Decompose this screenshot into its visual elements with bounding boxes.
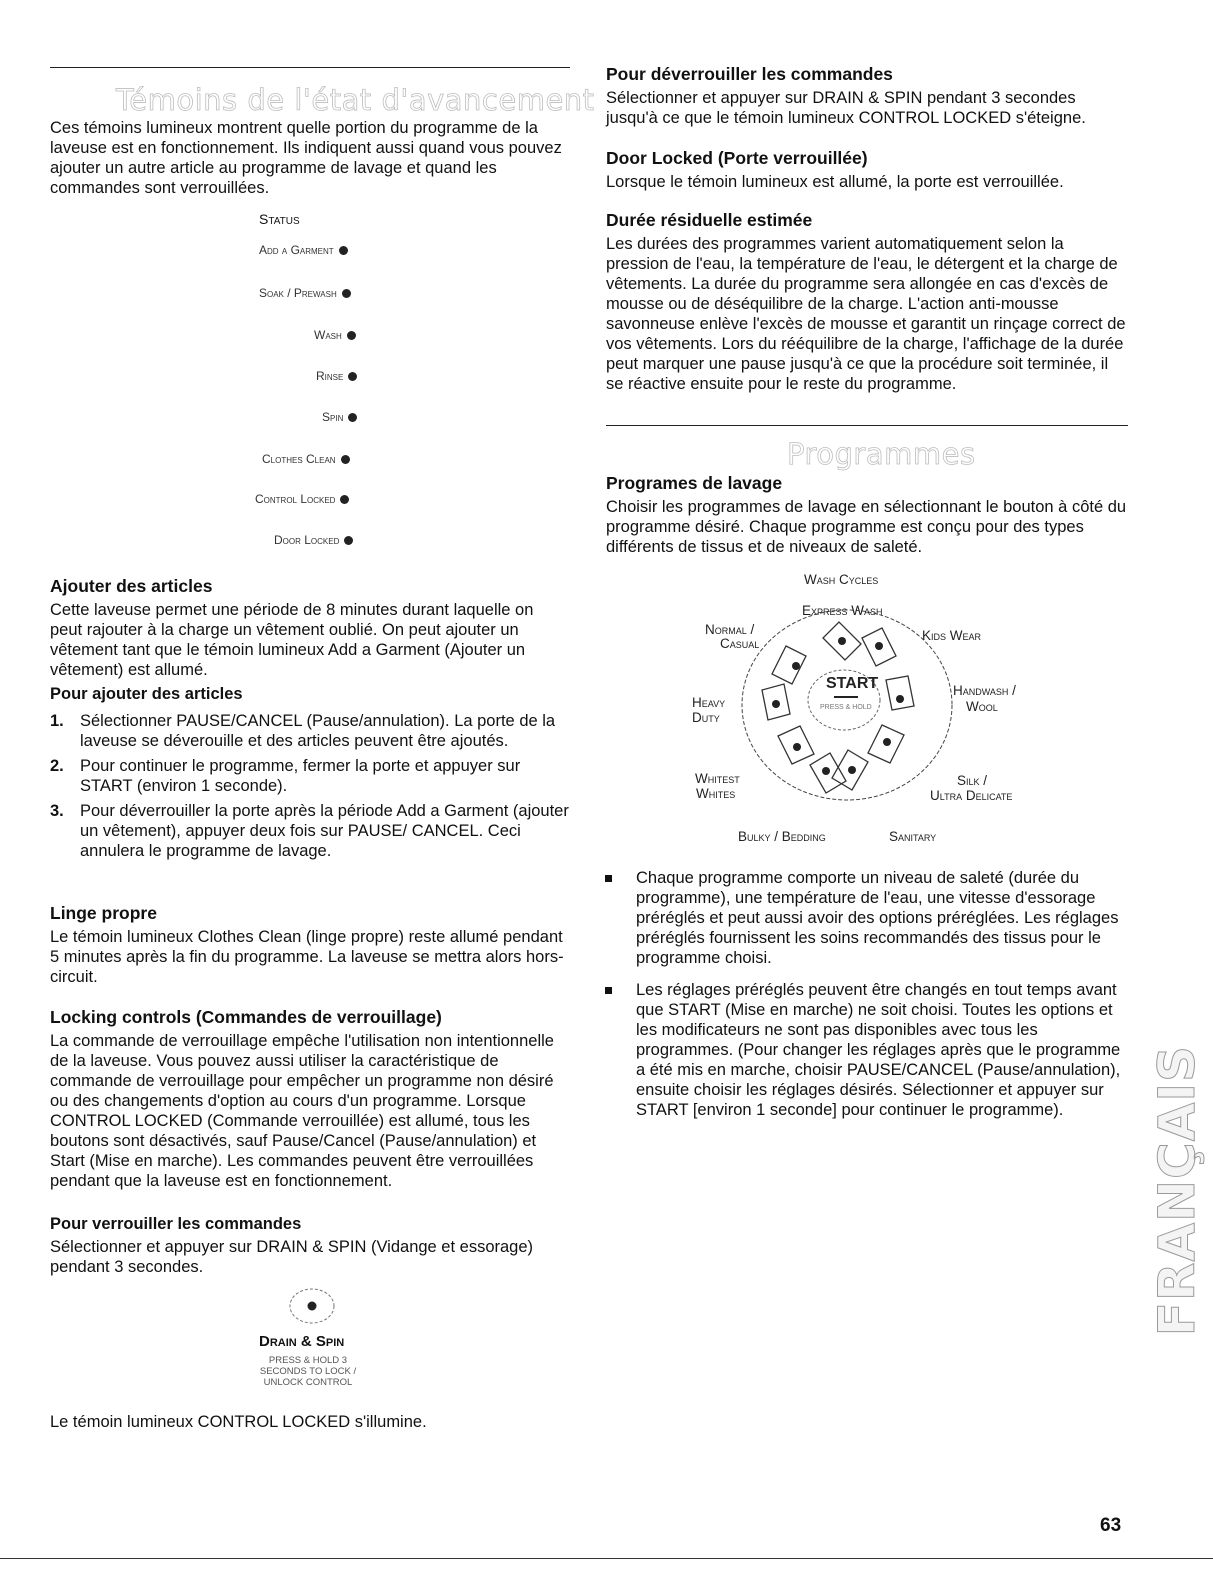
list-item (605, 868, 1125, 968)
step-text: Pour continuer le programme, fermer la porte et appuyer sur START (environ 1 seconde). (80, 757, 521, 795)
status-rinse-label: Rinse (316, 369, 344, 383)
status-add-garment-label: Add a Garment (259, 243, 334, 257)
bullet-square-icon (605, 987, 612, 994)
indicator-light-icon (348, 413, 357, 422)
locking-heading: Locking controls (Commandes de verrouillage) (50, 1007, 442, 1027)
status-intro: Ces témoins lumineux montrent quelle portion du programme de la laveuse est en fonctionnement. Ils indiquent aussi quand vous pouvez ajouter un autre article au programme de lavage et quand les commandes sont verrouillées. (50, 119, 562, 197)
cycle-express-wash[interactable]: Express Wash (802, 603, 883, 618)
status-clothes-clean (262, 452, 350, 466)
programs-section-title: Programmes (787, 437, 976, 471)
status-wash (314, 328, 356, 342)
clean-heading: Linge propre (50, 903, 157, 923)
cycle-heavy[interactable]: Heavy (692, 695, 726, 710)
add-items-heading: Ajouter des articles (50, 576, 213, 596)
duration-text: Les durées des programmes varient automatiquement selon la pression de l'eau, la température de l'eau, le détergent et la charge de vêtements. La durée du programme sera allongée en cas d'excès de mousse ou de déséquilibre de la charge. L'action anti-mousse savonneuse enlève l'excès de mousse et garantit un rinçage correct de vos vêtements. Lors du rééquilibre de la charge, l'affichage de la durée peut marquer une pause jusqu'à ce que la procédure soit terminée, il se réactive ensuite pour le reste du programme. (606, 235, 1126, 393)
status-wash-label: Wash (314, 328, 342, 342)
bullet-square-icon (605, 875, 612, 882)
status-spin (322, 410, 357, 424)
indicator-light-icon (347, 331, 356, 340)
add-items-subheading: Pour ajouter des articles (50, 685, 243, 703)
add-items-text: Cette laveuse permet une période de 8 minutes durant laquelle on peut rajouter à la charge un vêtement oublié. On peut ajouter un vêtement tant que le témoin lumineux Add a Garment (Ajouter un vêtement) est allumé. (50, 601, 534, 679)
indicator-light-icon (339, 246, 348, 255)
status-panel (0, 0, 600, 560)
duration-heading: Durée résiduelle estimée (606, 210, 813, 230)
page-number: 63 (1100, 1515, 1122, 1536)
status-door-locked-label: Door Locked (274, 533, 340, 547)
status-soak-prewash (259, 286, 351, 300)
step-text: Pour déverrouiller la porte après la période Add a Garment (ajouter un vêtement), appuyer deux fois sur PAUSE/ CANCEL. Ceci annulera le programme de lavage. (80, 802, 569, 860)
start-button-sub: PRESS & HOLD (820, 704, 872, 711)
clean-text: Le témoin lumineux Clothes Clean (linge propre) reste allumé pendant 5 minutes après la fin du programme. La laveuse se mettra alors hors-circuit. (50, 928, 564, 986)
status-section-title: Témoins de l'état d'avancement (116, 83, 595, 117)
cycle-handwash[interactable]: Handwash / (953, 683, 1016, 698)
cycle-sanitary[interactable]: Sanitary (889, 829, 937, 844)
cycle-casual: Casual (720, 636, 760, 651)
wash-programs-heading: Programes de lavage (606, 473, 783, 493)
wash-programs-text: Choisir les programmes de lavage en sélectionnant le bouton à côté du programme désiré. Chaque programme est conçu pour des types différents de tissus et de niveaux de saleté. (606, 498, 1127, 556)
indicator-light-icon (341, 455, 350, 464)
wash-cycles-heading: Wash Cycles (804, 572, 879, 587)
status-control-locked (255, 492, 349, 506)
add-items-steps (50, 711, 570, 866)
drain-spin-button-icon (287, 1286, 337, 1326)
list-item (50, 801, 570, 861)
language-side-label: FRANÇAIS (1148, 1045, 1206, 1337)
status-add-garment (259, 243, 348, 257)
indicator-light-icon (340, 495, 349, 504)
bullet-text: Chaque programme comporte un niveau de saleté (durée du programme), une température de l'eau, une vitesse d'essorage préréglés et peut aussi avoir des options préréglées. Les réglages préréglés fournissent les soins recommandés des tissus pour le programme choisi. (636, 869, 1119, 967)
start-button[interactable] (814, 672, 878, 724)
cycle-kids-wear[interactable]: Kids Wear (922, 628, 982, 643)
drain-spin-sublabel: PRESS & HOLD 3 SECONDS TO LOCK / UNLOCK CONTROL (259, 1355, 357, 1388)
programs-bullets (605, 868, 1125, 1132)
bottom-rule (0, 1558, 1213, 1559)
cycle-normal[interactable]: Normal / (705, 622, 755, 637)
status-clothes-clean-label: Clothes Clean (262, 452, 336, 466)
step-text: Sélectionner PAUSE/CANCEL (Pause/annulation). La porte de la laveuse se déverouille et des articles peuvent être ajoutés. (80, 712, 556, 750)
cycle-ultra-delicate: Ultra Delicate (930, 788, 1013, 803)
step-number: 3. (50, 802, 64, 820)
step-number: 1. (50, 712, 64, 730)
cycle-silk[interactable]: Silk / (957, 773, 988, 788)
lock-confirm-text: Le témoin lumineux CONTROL LOCKED s'illumine. (50, 1413, 427, 1431)
step-number: 2. (50, 757, 64, 775)
list-item (605, 980, 1125, 1120)
indicator-light-icon (344, 536, 353, 545)
unlock-heading: Pour déverrouiller les commandes (606, 64, 893, 84)
list-item (50, 711, 570, 751)
drain-spin-label: Drain & Spin (259, 1333, 345, 1350)
status-soak-prewash-label: Soak / Prewash (259, 286, 337, 300)
cycle-whitest[interactable]: Whitest (695, 771, 740, 786)
status-control-locked-label: Control Locked (255, 492, 336, 506)
drain-spin-button[interactable] (287, 1286, 337, 1326)
lock-text: Sélectionner et appuyer sur DRAIN & SPIN (Vidange et essorage) pendant 3 secondes. (50, 1238, 534, 1276)
list-item (50, 756, 570, 796)
indicator-light-icon (342, 289, 351, 298)
cycle-duty: Duty (692, 710, 720, 725)
start-button-label: START (826, 675, 879, 692)
status-door-locked (274, 533, 353, 547)
status-spin-label: Spin (322, 410, 344, 424)
cycle-wool: Wool (966, 699, 998, 714)
status-panel-heading: Status (259, 211, 300, 227)
indicator-light-icon (348, 372, 357, 381)
lock-subheading: Pour verrouiller les commandes (50, 1215, 302, 1233)
cycle-bulky-bedding[interactable]: Bulky / Bedding (738, 829, 826, 844)
bullet-text: Les réglages préréglés peuvent être changés en tout temps avant que START (Mise en marche) ne soit choisi. Toutes les options et les modificateurs ne sont pas disponibles avec tous les programmes. (Pour changer les réglages après que le programme a été mis en marche, choisir PAUSE/CANCEL (Pause/annulation), ensuite choisir les réglages désirés. Sélectionner et appuyer sur START [environ 1 seconde] pour continuer le programme). (636, 981, 1121, 1119)
door-locked-text: Lorsque le témoin lumineux est allumé, la porte est verrouillée. (606, 173, 1064, 191)
door-locked-heading: Door Locked (Porte verrouillée) (606, 148, 868, 168)
locking-text: La commande de verrouillage empêche l'utilisation non intentionnelle de la laveuse. Vous pouvez aussi utiliser la caractéristique de commande de verrouillage pour empêcher un programme non désiré ou des changements d'option au cours d'un programme. Lorsque CONTROL LOCKED (Commande verrouillée) est allumé, tous les boutons sont désactivés, sauf Pause/Cancel (Pause/annulation) et Start (Mise en marche). Les commandes peuvent être verrouillées pendant que la laveuse est en fonctionnement. (50, 1032, 554, 1190)
start-underline (834, 696, 858, 698)
top-rule-right (606, 425, 1128, 426)
status-rinse (316, 369, 357, 383)
cycle-whites: Whites (696, 786, 736, 801)
unlock-text: Sélectionner et appuyer sur DRAIN & SPIN pendant 3 secondes jusqu'à ce que le témoin lumineux CONTROL LOCKED s'éteigne. (606, 89, 1086, 127)
